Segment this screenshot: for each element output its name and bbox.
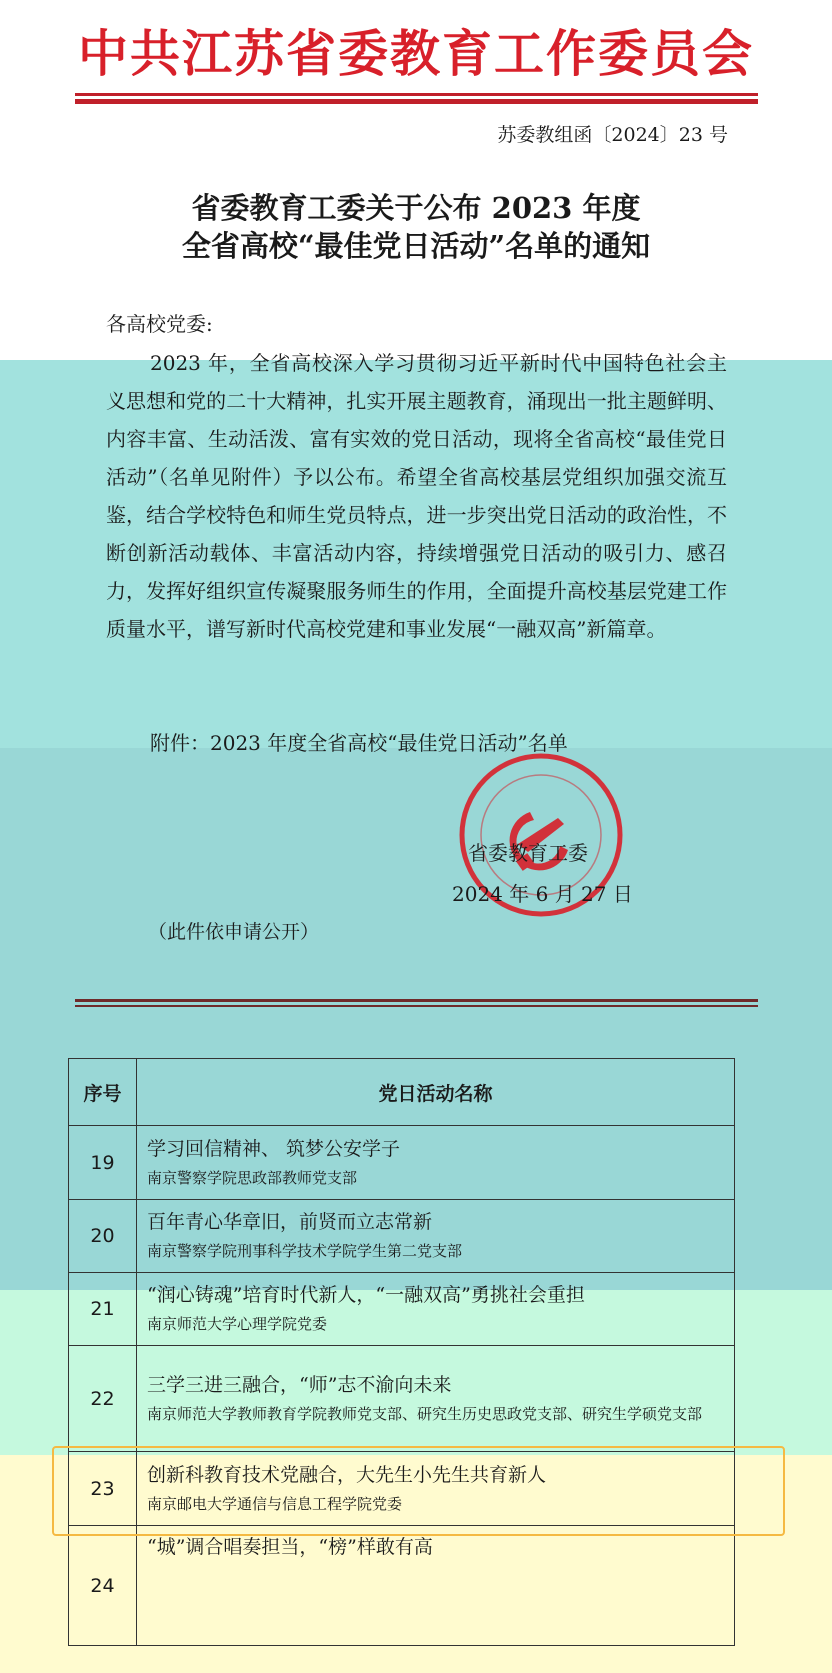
activity-unit: 南京警察学院刑事科学技术学院学生第二党支部: [147, 1242, 463, 1260]
activity-name: 百年青心华章旧，前贤而立志常新: [147, 1211, 433, 1233]
activity-table: [68, 1058, 735, 1646]
col-name-header: 党日活动名称: [137, 1059, 735, 1126]
notice-body: 2023 年，全省高校深入学习贯彻习近平新时代中国特色社会主义思想和党的二十大精神，扎实开展主题教育，涌现出一批主题鲜明、内容丰富、生动活泼、富有实效的党日活动，现将全省高校“最佳党日活动”（名单见附件）予以公布。希望全省高校基层党组织加强交流互鉴，结合学校特色和师生党员特点，进一步突出党日活动的政治性，不断创新活动载体、丰富活动内容，持续增强党日活动的吸引力、感召力，发挥好组织宣传凝聚服务师生的作用，全面提升高校基层党建工作质量水平，谱写新时代高校党建和事业发展“一融双高”新篇章。: [106, 351, 727, 641]
table-row: [69, 1526, 735, 1646]
row-name-cell: [137, 1526, 735, 1646]
footer-rule-1: [75, 999, 758, 1002]
header-rule-thick: [75, 99, 758, 104]
activity-name: 三学三进三融合，“师”志不渝向未来: [147, 1373, 452, 1396]
title-line-1: 省委教育工委关于公布 2023 年度: [191, 191, 641, 225]
row-num: 22: [69, 1346, 137, 1452]
activity-name: 创新科教育技术党融合，大先生小先生共育新人: [147, 1463, 547, 1486]
activity-name: 学习回信精神、 筑梦公安学子: [147, 1137, 401, 1160]
table-row: [69, 1126, 735, 1200]
row-num: 21: [69, 1273, 137, 1346]
row-num: 20: [69, 1200, 137, 1273]
table-row: [69, 1346, 735, 1452]
row-name-cell: [137, 1273, 735, 1346]
salutation: 各高校党委:: [106, 312, 213, 336]
table-row: [69, 1273, 735, 1346]
row-name-cell: [137, 1346, 735, 1452]
activity-unit: 南京邮电大学通信与信息工程学院党委: [147, 1494, 403, 1513]
col-num-header: 序号: [69, 1059, 137, 1126]
activity-name: “润心铸魂”培育时代新人，“一融双高”勇挑社会重担: [147, 1284, 585, 1306]
row-highlight: [52, 1446, 785, 1536]
row-name-cell: [137, 1200, 735, 1273]
org-title: 中共江苏省委教育工作委员会: [78, 24, 754, 83]
table-row: [69, 1200, 735, 1273]
doc-number: 苏委教组函〔2024〕23 号: [497, 124, 728, 146]
row-num: 23: [69, 1452, 137, 1526]
row-name-cell: [137, 1126, 735, 1200]
row-num: 24: [69, 1526, 137, 1646]
title-line-2: 全省高校“最佳党日活动”名单的通知: [181, 229, 651, 263]
footer-rule-2: [75, 1005, 758, 1007]
disclosure-note: （此件依申请公开）: [148, 921, 320, 943]
signature: 省委教育工委: [468, 841, 588, 865]
activity-name: “城”调合唱奏担当，“榜”样敢有高: [147, 1536, 433, 1558]
row-num: 19: [69, 1126, 137, 1200]
issue-date: 2024 年 6 月 27 日: [452, 882, 633, 906]
activity-unit: 南京师范大学教师教育学院教师党支部、研究生历史思政党支部、研究生学硕党支部: [147, 1404, 703, 1423]
activity-unit: 南京师范大学心理学院党委: [147, 1315, 328, 1333]
header-rule-thin: [75, 93, 758, 96]
activity-unit: 南京警察学院思政部教师党支部: [147, 1168, 358, 1187]
attachment-line: 附件：2023 年度全省高校“最佳党日活动”名单: [150, 731, 568, 755]
table-header-row: [69, 1059, 735, 1126]
